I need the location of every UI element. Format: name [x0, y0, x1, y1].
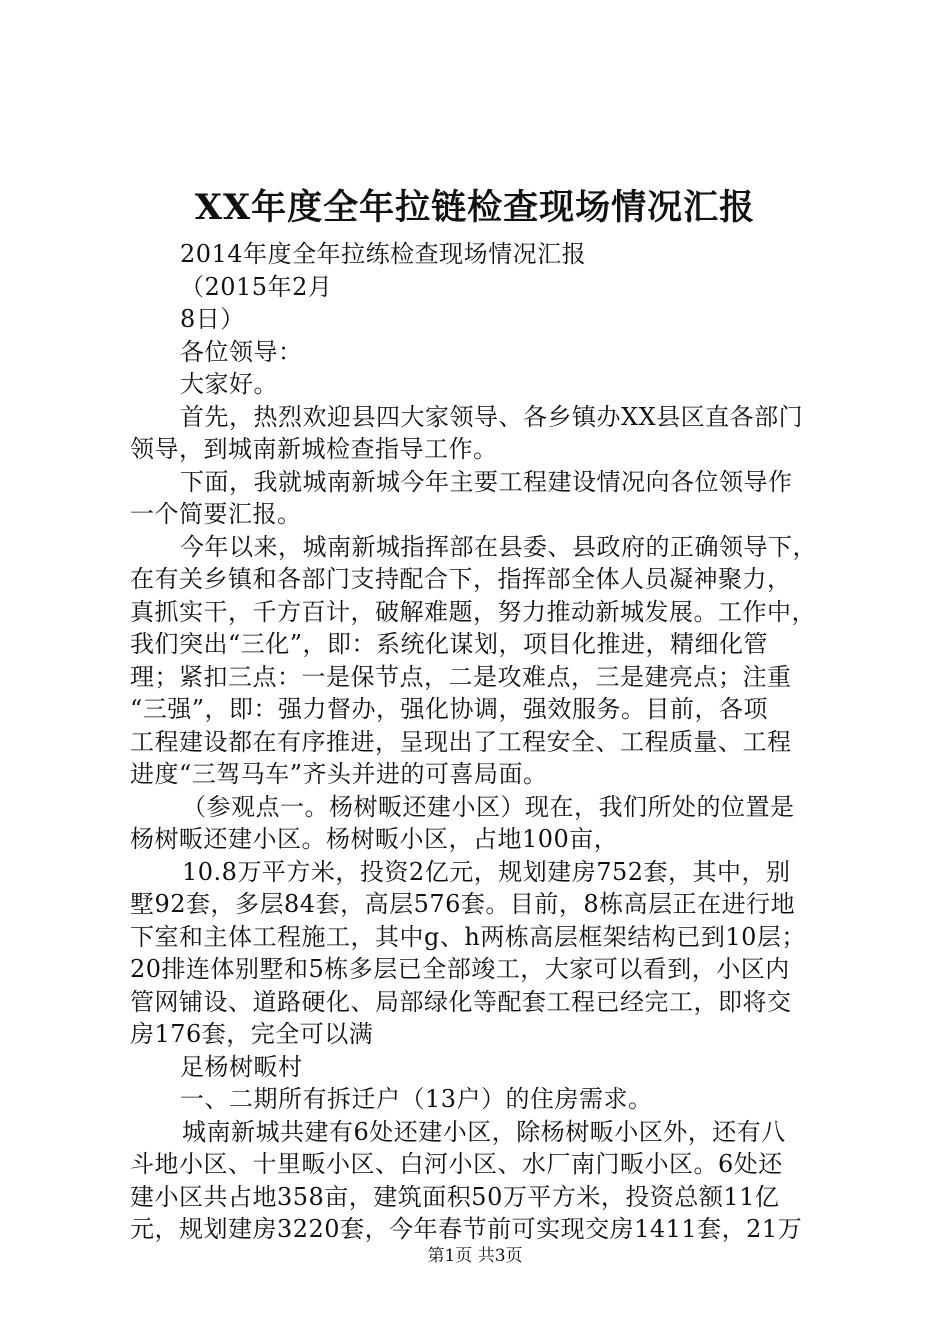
body-line: 下面，我就城南新城今年主要工程建设情况向各位领导作: [180, 467, 793, 496]
body-line: 一个简要汇报。: [130, 500, 302, 528]
document-body: [130, 238, 830, 1246]
body-line: 在有关乡镇和各部门支持配合下，指挥部全体人员凝神聚力，: [130, 565, 792, 593]
body-line: 10.8万平方米，投资2亿元，规划建房752套，其中，别: [182, 857, 791, 886]
document-title: XX年度全年拉链检查现场情况汇报: [194, 187, 756, 228]
body-line: （参观点一。杨树畈还建小区）现在，我们所处的位置是: [182, 792, 795, 821]
body-line: 进度“三驾马车”齐头并进的可喜局面。: [130, 760, 548, 788]
body-line: 管网铺设、道路硬化、局部绿化等配套工程已经完工，即将交: [130, 987, 792, 1016]
body-line: （2015年2月: [180, 272, 333, 301]
body-line: 房176套，完全可以满: [130, 1020, 374, 1048]
body-line: 城南新城共建有6处还建小区，除杨树畈小区外，还有八: [182, 1117, 786, 1146]
body-line: 今年以来，城南新城指挥部在县委、县政府的正确领导下，: [180, 532, 817, 561]
body-line: 理；紧扣三点：一是保节点，二是攻难点，三是建亮点；注重: [130, 662, 792, 691]
body-line: 一、二期所有拆迁户（13户）的住房需求。: [180, 1085, 653, 1113]
body-line: 斗地小区、十里畈小区、白河小区、水厂南门畈小区。6处还: [130, 1150, 783, 1178]
page-footer: 第1页 共3页: [427, 1246, 523, 1266]
body-line: 下室和主体工程施工，其中g、h两栋高层框架结构已到10层；: [130, 922, 806, 951]
body-line: 我们突出“三化”，即：系统化谋划，项目化推进，精细化管: [130, 630, 769, 658]
body-line: 元，规划建房3220套，今年春节前可实现交房1411套，21万: [130, 1215, 803, 1243]
body-line: 墅92套，多层84套，高层576套。目前，8栋高层正在进行地: [130, 890, 796, 918]
body-line: 工程建设都在有序推进，呈现出了工程安全、工程质量、工程: [130, 727, 792, 756]
body-line: 首先，热烈欢迎县四大家领导、各乡镇办XX县区直各部门: [180, 402, 804, 431]
body-line: 8日）: [180, 305, 245, 333]
body-line: 建小区共占地358亩，建筑面积50万平方米，投资总额11亿: [130, 1182, 780, 1211]
body-line: 大家好。: [180, 370, 278, 398]
body-line: 2014年度全年拉练检查现场情况汇报: [180, 240, 587, 268]
body-line: 领导，到城南新城检查指导工作。: [130, 435, 498, 463]
body-line: 杨树畈还建小区。杨树畈小区，占地100亩，: [130, 825, 619, 853]
body-line: 真抓实干，千方百计，破解难题，努力推动新城发展。工作中，: [130, 597, 816, 626]
body-line: 足杨树畈村: [180, 1052, 303, 1081]
body-line: “三强”，即：强力督办，强化协调，强效服务。目前，各项: [130, 695, 769, 723]
body-line: 各位领导：: [180, 337, 303, 366]
body-line: 20排连体别墅和5栋多层已全部竣工，大家可以看到，小区内: [130, 955, 790, 983]
